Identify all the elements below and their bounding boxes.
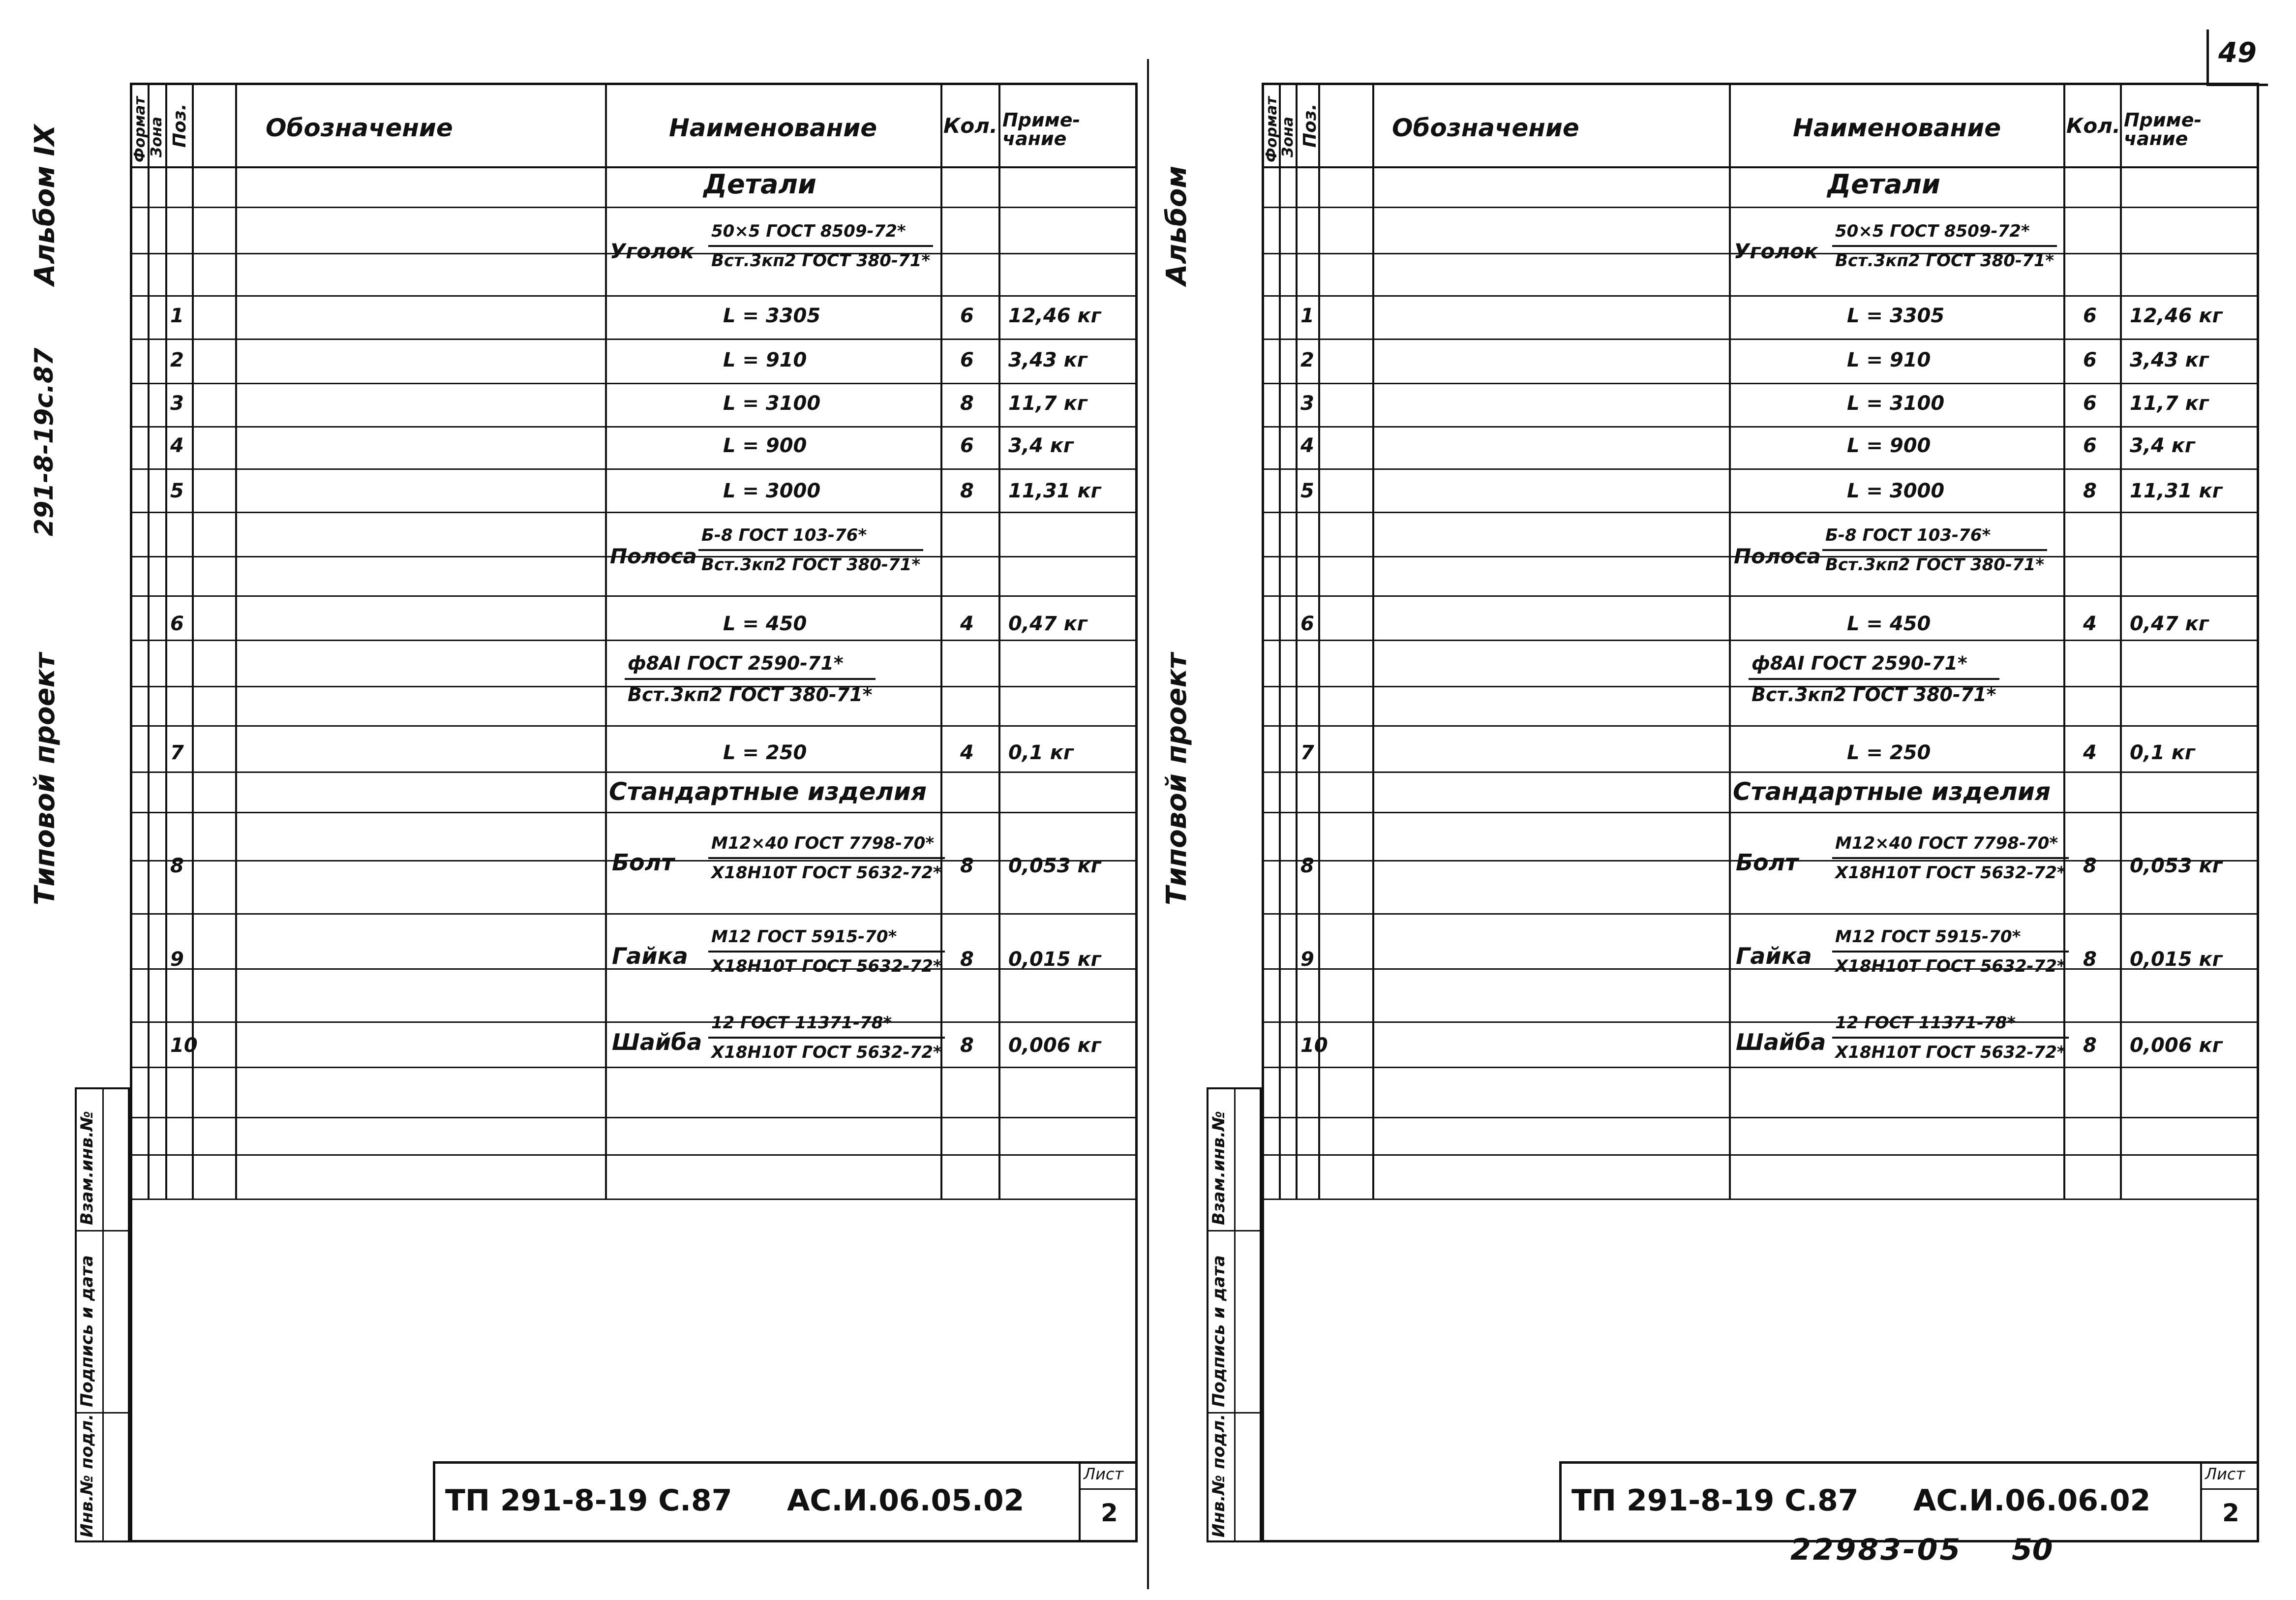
header-qty: Кол. bbox=[943, 114, 997, 138]
table-row-line bbox=[130, 595, 1138, 597]
row-pos: 1 bbox=[170, 305, 184, 327]
row-note: 0,47 кг bbox=[2130, 613, 2209, 635]
table-col-line bbox=[2120, 83, 2122, 1199]
table-row-line bbox=[130, 295, 1138, 297]
header-pos: Поз. bbox=[170, 103, 190, 148]
row-note: 3,43 кг bbox=[1008, 349, 1088, 371]
header-note: Приме-чание bbox=[1002, 109, 1081, 150]
group-strip-spec bbox=[1822, 525, 2047, 575]
header-note: Приме-чание bbox=[2124, 109, 2202, 150]
group-strip-name: Полоса bbox=[1734, 544, 1821, 568]
title-sheet-row bbox=[1079, 1488, 1138, 1490]
table-col-line bbox=[1318, 83, 1320, 1199]
table-row-line bbox=[1262, 1067, 2259, 1068]
table-row-line bbox=[130, 1067, 1138, 1068]
table-row-line bbox=[1262, 1199, 2259, 1200]
row-note: 3,43 кг bbox=[2130, 349, 2209, 371]
side-project-label: Типовой проект bbox=[29, 653, 61, 905]
std-name: Гайка bbox=[612, 943, 688, 969]
row-pos: 4 bbox=[170, 434, 184, 457]
group-strip-den: Вст.3кп2 ГОСТ 380-71* bbox=[1825, 555, 2045, 575]
table-col-line bbox=[165, 83, 167, 1199]
group-rod-den: Вст.3кп2 ГОСТ 380-71* bbox=[628, 684, 873, 706]
row-qty: 6 bbox=[960, 305, 974, 327]
table-row-line bbox=[1262, 1021, 2259, 1023]
table-row-line bbox=[130, 913, 1138, 915]
margin-stamp-row bbox=[1207, 1230, 1262, 1231]
row-name: L = 900 bbox=[723, 434, 807, 457]
row-name: L = 3100 bbox=[723, 392, 821, 415]
table-row-line bbox=[130, 1199, 1138, 1200]
std-spec-num: 12 ГОСТ 11371-78* bbox=[708, 1013, 945, 1039]
std-spec-num: 12 ГОСТ 11371-78* bbox=[1832, 1013, 2069, 1039]
sheet-right bbox=[1146, 0, 2296, 1600]
table-row-line bbox=[1262, 166, 2259, 168]
std-pos: 8 bbox=[170, 855, 184, 877]
row-qty: 4 bbox=[960, 741, 974, 764]
group-rod-num: ф8АI ГОСТ 2590-71* bbox=[1749, 652, 1999, 680]
row-name: L = 910 bbox=[1847, 349, 1931, 371]
table-col-line bbox=[1729, 83, 1731, 1199]
std-pos: 9 bbox=[1300, 948, 1314, 971]
std-spec bbox=[708, 1013, 945, 1062]
title-project: ТП 291-8-19 С.87 bbox=[445, 1483, 732, 1518]
row-note: 11,31 кг bbox=[2130, 480, 2223, 502]
row-qty: 6 bbox=[2083, 434, 2097, 457]
std-spec bbox=[708, 927, 945, 976]
std-note: 0,006 кг bbox=[2130, 1034, 2223, 1057]
std-qty: 8 bbox=[2083, 1034, 2097, 1057]
row-pos: 1 bbox=[1300, 305, 1314, 327]
row-pos: 2 bbox=[1300, 349, 1314, 371]
table-col-line bbox=[605, 83, 607, 1199]
table-row-line bbox=[130, 725, 1138, 727]
title-sheet-label: Лист bbox=[1084, 1465, 1124, 1483]
table-row-line bbox=[1262, 426, 2259, 428]
std-qty: 8 bbox=[2083, 948, 2097, 971]
title-sheet-num: 2 bbox=[2222, 1499, 2239, 1527]
std-spec-den: Х18Н10Т ГОСТ 5632-72* bbox=[711, 863, 942, 883]
std-name: Гайка bbox=[1736, 943, 1812, 969]
title-sheet-divider bbox=[2200, 1461, 2202, 1542]
header-zone: Зона bbox=[148, 117, 165, 157]
std-spec-den: Х18Н10Т ГОСТ 5632-72* bbox=[1835, 956, 2066, 976]
group-angle-name: Уголок bbox=[610, 239, 695, 263]
row-note: 0,47 кг bbox=[1008, 613, 1088, 635]
group-angle-den: Вст.3кп2 ГОСТ 380-71* bbox=[711, 251, 931, 271]
table-row-line bbox=[1262, 295, 2259, 297]
group-rod-num: ф8АI ГОСТ 2590-71* bbox=[625, 652, 876, 680]
std-name: Болт bbox=[1736, 849, 1799, 876]
std-name: Шайба bbox=[1736, 1029, 1826, 1055]
row-note: 11,7 кг bbox=[1008, 392, 1088, 415]
table-row-line bbox=[130, 426, 1138, 428]
group-angle-spec bbox=[1832, 221, 2057, 271]
row-name: L = 250 bbox=[723, 741, 807, 764]
row-name: L = 450 bbox=[723, 613, 807, 635]
title-sheet-row bbox=[2200, 1488, 2259, 1490]
header-pos: Поз. bbox=[1300, 103, 1320, 148]
std-qty: 8 bbox=[960, 1034, 974, 1057]
table-row-line bbox=[130, 1021, 1138, 1023]
header-format: Формат bbox=[1263, 96, 1280, 162]
table-col-line bbox=[998, 83, 1000, 1199]
table-col-line bbox=[192, 83, 194, 1199]
std-qty: 8 bbox=[960, 855, 974, 877]
table-row-line bbox=[1262, 1154, 2259, 1156]
table-col-line bbox=[1296, 83, 1298, 1199]
std-spec-num: М12×40 ГОСТ 7798-70* bbox=[708, 833, 945, 859]
group-rod-spec bbox=[1749, 652, 1999, 706]
table-row-line bbox=[1262, 725, 2259, 727]
row-qty: 6 bbox=[960, 434, 974, 457]
row-pos: 2 bbox=[170, 349, 184, 371]
side-project-code: 291-8-19с.87 bbox=[30, 347, 59, 536]
std-note: 0,053 кг bbox=[2130, 855, 2223, 877]
group-angle-den: Вст.3кп2 ГОСТ 380-71* bbox=[1835, 251, 2054, 271]
std-name: Болт bbox=[612, 849, 675, 876]
side-album-label: Альбом bbox=[1161, 165, 1193, 285]
header-name: Наименование bbox=[1793, 114, 2001, 142]
margin-stamp-row bbox=[75, 1230, 130, 1231]
header-zone: Зона bbox=[1279, 117, 1297, 157]
row-pos: 6 bbox=[1300, 613, 1314, 635]
group-strip-spec bbox=[698, 525, 923, 575]
std-pos: 10 bbox=[170, 1034, 198, 1057]
table-row-line bbox=[1262, 913, 2259, 915]
row-note: 12,46 кг bbox=[2130, 305, 2223, 327]
row-name: L = 900 bbox=[1847, 434, 1931, 457]
std-note: 0,053 кг bbox=[1008, 855, 1101, 877]
std-spec-den: Х18Н10Т ГОСТ 5632-72* bbox=[711, 1043, 942, 1062]
group-strip-num: Б-8 ГОСТ 103-76* bbox=[698, 525, 923, 551]
margin-sign-label: Подпись и дата bbox=[77, 1255, 97, 1407]
row-note: 0,1 кг bbox=[2130, 741, 2195, 764]
std-spec-num: М12 ГОСТ 5915-70* bbox=[708, 927, 945, 953]
table-row-line bbox=[130, 1117, 1138, 1118]
table-row-line bbox=[130, 207, 1138, 208]
header-designation: Обозначение bbox=[1392, 114, 1579, 142]
row-pos: 5 bbox=[1300, 480, 1314, 502]
std-pos: 10 bbox=[1300, 1034, 1328, 1057]
group-rod-den: Вст.3кп2 ГОСТ 380-71* bbox=[1752, 684, 1996, 706]
row-qty: 6 bbox=[2083, 349, 2097, 371]
std-spec-num: М12×40 ГОСТ 7798-70* bbox=[1832, 833, 2069, 859]
row-note: 3,4 кг bbox=[1008, 434, 1074, 457]
row-pos: 7 bbox=[1300, 741, 1314, 764]
group-angle-num: 50×5 ГОСТ 8509-72* bbox=[708, 221, 933, 247]
row-note: 11,7 кг bbox=[2130, 392, 2209, 415]
margin-stamp-divider bbox=[1234, 1087, 1236, 1542]
table-col-line bbox=[1372, 83, 1374, 1199]
row-qty: 8 bbox=[960, 480, 974, 502]
table-col-line bbox=[235, 83, 237, 1199]
row-pos: 6 bbox=[170, 613, 184, 635]
row-name: L = 3100 bbox=[1847, 392, 1945, 415]
bottom-code: 22983-05 bbox=[1790, 1533, 1963, 1567]
std-note: 0,015 кг bbox=[1008, 948, 1101, 971]
side-album-label: Альбом IX bbox=[29, 124, 61, 285]
margin-stamp-row bbox=[1207, 1412, 1262, 1414]
group-angle-name: Уголок bbox=[1734, 239, 1818, 263]
row-qty: 4 bbox=[2083, 613, 2097, 635]
table-row-line bbox=[1262, 468, 2259, 470]
side-project-label: Типовой проект bbox=[1161, 653, 1193, 905]
row-name: L = 3305 bbox=[723, 305, 821, 327]
row-pos: 3 bbox=[170, 392, 184, 415]
table-row-line bbox=[1262, 640, 2259, 641]
table-col-line bbox=[1279, 83, 1281, 1199]
row-qty: 8 bbox=[2083, 480, 2097, 502]
row-qty: 6 bbox=[960, 349, 974, 371]
group-rod-spec bbox=[625, 652, 876, 706]
sheet-left bbox=[0, 0, 1146, 1600]
group-angle-spec bbox=[708, 221, 933, 271]
row-name: L = 3305 bbox=[1847, 305, 1945, 327]
std-spec-den: Х18Н10Т ГОСТ 5632-72* bbox=[711, 956, 942, 976]
std-spec bbox=[708, 833, 945, 883]
table-row-line bbox=[130, 1154, 1138, 1156]
row-name: L = 3000 bbox=[723, 480, 821, 502]
group-strip-name: Полоса bbox=[610, 544, 697, 568]
margin-vzam-label: Взам.инв.№ bbox=[1209, 1111, 1229, 1225]
table-row-line bbox=[1262, 771, 2259, 773]
title-sheet-divider bbox=[1079, 1461, 1081, 1542]
row-name: L = 910 bbox=[723, 349, 807, 371]
row-qty: 8 bbox=[960, 392, 974, 415]
row-note: 12,46 кг bbox=[1008, 305, 1101, 327]
title-sheet-num: 2 bbox=[1101, 1499, 1118, 1527]
header-format: Формат bbox=[131, 96, 149, 162]
table-row-line bbox=[130, 383, 1138, 384]
bottom-page: 50 bbox=[2012, 1533, 2053, 1567]
group-strip-num: Б-8 ГОСТ 103-76* bbox=[1822, 525, 2047, 551]
row-name: L = 450 bbox=[1847, 613, 1931, 635]
table-row-line bbox=[1262, 207, 2259, 208]
row-note: 3,4 кг bbox=[2130, 434, 2195, 457]
header-qty: Кол. bbox=[2066, 114, 2120, 138]
table-row-line bbox=[1262, 383, 2259, 384]
row-pos: 4 bbox=[1300, 434, 1314, 457]
table-row-line bbox=[130, 640, 1138, 641]
std-spec bbox=[1832, 833, 2069, 883]
section-details: Детали bbox=[1827, 169, 1940, 200]
margin-inv-label: Инв.№ подл. bbox=[77, 1414, 97, 1538]
std-spec-den: Х18Н10Т ГОСТ 5632-72* bbox=[1835, 863, 2066, 883]
row-pos: 5 bbox=[170, 480, 184, 502]
margin-inv-label: Инв.№ подл. bbox=[1209, 1414, 1229, 1538]
table-row-line bbox=[130, 771, 1138, 773]
margin-vzam-label: Взам.инв.№ bbox=[77, 1111, 97, 1225]
margin-stamp-divider bbox=[102, 1087, 104, 1542]
std-pos: 9 bbox=[170, 948, 184, 971]
section-standard: Стандартные изделия bbox=[1733, 777, 2051, 806]
std-spec-den: Х18Н10Т ГОСТ 5632-72* bbox=[1835, 1043, 2066, 1062]
row-name: L = 250 bbox=[1847, 741, 1931, 764]
std-spec-num: М12 ГОСТ 5915-70* bbox=[1832, 927, 2069, 953]
row-note: 11,31 кг bbox=[1008, 480, 1101, 502]
table-row-line bbox=[130, 468, 1138, 470]
table-row-line bbox=[130, 812, 1138, 813]
std-qty: 8 bbox=[960, 948, 974, 971]
title-code: АС.И.06.06.02 bbox=[1913, 1483, 2151, 1518]
title-project: ТП 291-8-19 С.87 bbox=[1571, 1483, 1859, 1518]
row-note: 0,1 кг bbox=[1008, 741, 1074, 764]
std-pos: 8 bbox=[1300, 855, 1314, 877]
row-pos: 3 bbox=[1300, 392, 1314, 415]
section-standard: Стандартные изделия bbox=[609, 777, 927, 806]
table-row-line bbox=[130, 166, 1138, 168]
page-number: 49 bbox=[2218, 37, 2257, 69]
header-name: Наименование bbox=[669, 114, 877, 142]
section-details: Детали bbox=[703, 169, 816, 200]
group-strip-den: Вст.3кп2 ГОСТ 380-71* bbox=[701, 555, 921, 575]
std-spec bbox=[1832, 1013, 2069, 1062]
title-code: АС.И.06.05.02 bbox=[787, 1483, 1025, 1518]
table-row-line bbox=[1262, 512, 2259, 513]
table-row-line bbox=[130, 338, 1138, 340]
title-sheet-label: Лист bbox=[2205, 1465, 2245, 1483]
table-row-line bbox=[1262, 338, 2259, 340]
row-qty: 6 bbox=[2083, 392, 2097, 415]
margin-sign-label: Подпись и дата bbox=[1209, 1255, 1229, 1407]
std-spec bbox=[1832, 927, 2069, 976]
table-row-line bbox=[1262, 812, 2259, 813]
std-qty: 8 bbox=[2083, 855, 2097, 877]
row-qty: 6 bbox=[2083, 305, 2097, 327]
table-row-line bbox=[1262, 595, 2259, 597]
margin-stamp-row bbox=[75, 1412, 130, 1414]
table-row-line bbox=[130, 512, 1138, 513]
row-qty: 4 bbox=[2083, 741, 2097, 764]
std-note: 0,006 кг bbox=[1008, 1034, 1101, 1057]
row-qty: 4 bbox=[960, 613, 974, 635]
std-name: Шайба bbox=[612, 1029, 702, 1055]
header-designation: Обозначение bbox=[266, 114, 453, 142]
table-col-line bbox=[148, 83, 150, 1199]
group-angle-num: 50×5 ГОСТ 8509-72* bbox=[1832, 221, 2057, 247]
row-name: L = 3000 bbox=[1847, 480, 1945, 502]
table-row-line bbox=[1262, 1117, 2259, 1118]
row-pos: 7 bbox=[170, 741, 184, 764]
std-note: 0,015 кг bbox=[2130, 948, 2223, 971]
